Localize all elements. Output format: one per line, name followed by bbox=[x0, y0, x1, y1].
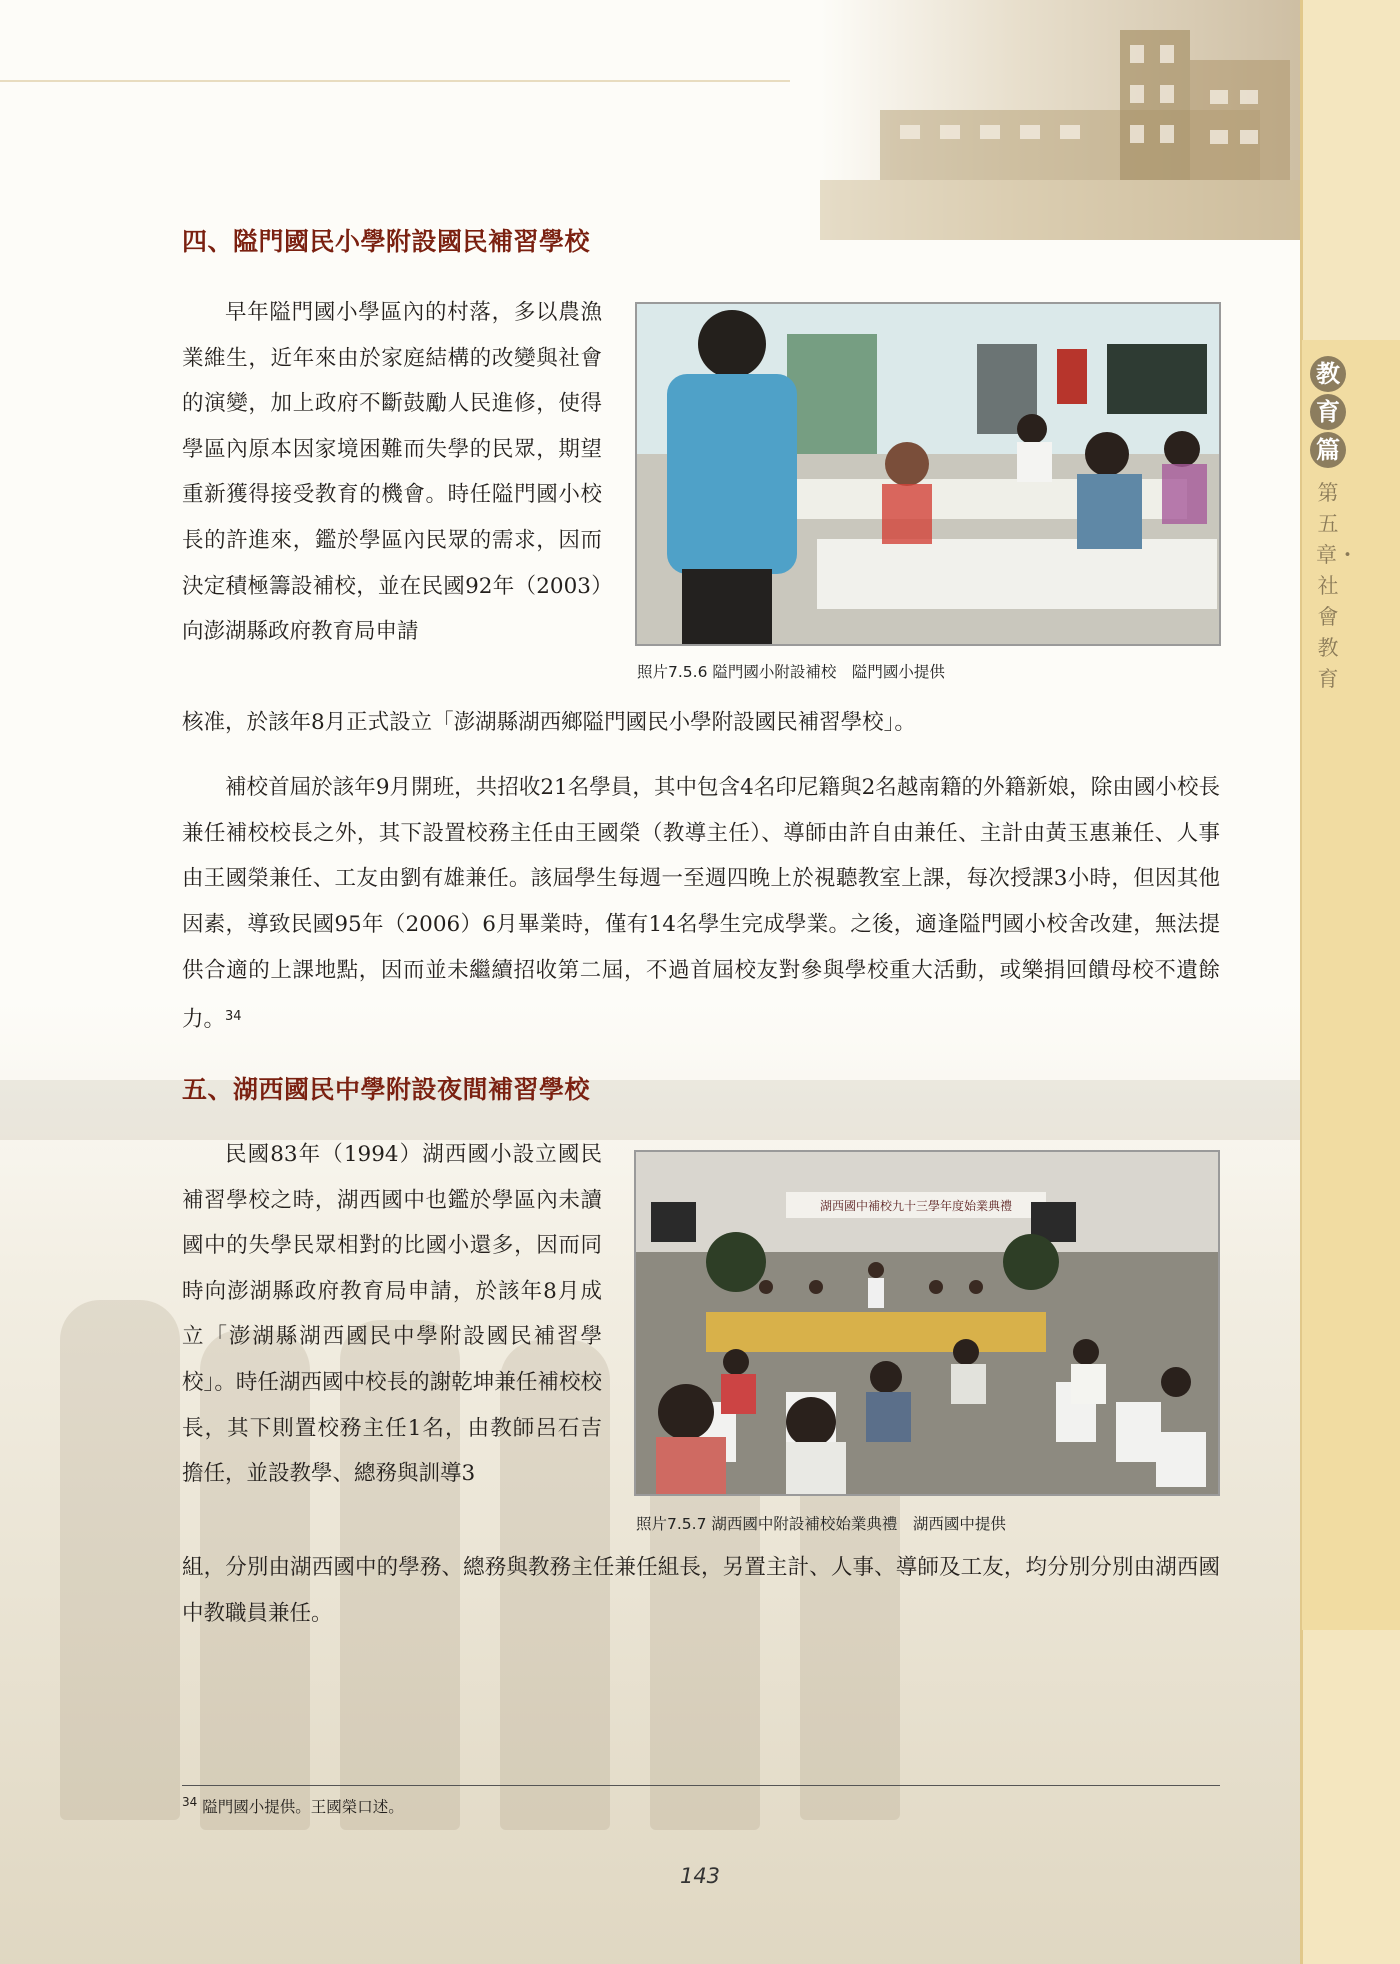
body-paragraph bbox=[182, 765, 1220, 1042]
chapter-circle-char: 育 bbox=[1310, 394, 1346, 430]
chapter-circle-char: 篇 bbox=[1310, 432, 1346, 468]
body-paragraph: 組，分別由湖西國中的學務、總務與教務主任兼任組長，另置主計、人事、導師及工友，均分別分別由湖西國中教職員兼任。 bbox=[182, 1555, 1220, 1626]
photo-caption: 照片7.5.6 隘門國小附設補校 隘門國小提供 bbox=[637, 663, 945, 681]
footnote-text: 隘門國小提供。王國榮口述。 bbox=[202, 1798, 404, 1817]
section-heading: 四、隘門國民小學附設國民補習學校 bbox=[182, 227, 591, 256]
footnote-ref[interactable]: 34 bbox=[225, 1008, 242, 1024]
chapter-circle-char: 教 bbox=[1310, 356, 1346, 392]
body-paragraph: 早年隘門國小學區內的村落，多以農漁業維生，近年來由於家庭結構的改變與社會的演變，加上政府不斷鼓勵人民進修，使得學區內原本因家境困難而失學的民眾，期望重新獲得接受教育的機會。時任隘門國小校長的許進來，鑑於學區內民眾的需求，因而決定積極籌設補校，並在民國92年（2003）向澎湖縣政府教育局申請 bbox=[182, 300, 602, 645]
header-rule bbox=[0, 80, 790, 82]
page-number: 143 bbox=[679, 1864, 721, 1888]
background-figure bbox=[60, 1300, 180, 1820]
section-heading: 五、湖西國民中學附設夜間補習學校 bbox=[182, 1075, 591, 1104]
chapter-title: 第五章・社會教育 bbox=[1316, 481, 1358, 691]
photo-opening-ceremony bbox=[634, 1150, 1220, 1496]
body-text: 補校首屆於該年9月開班，共招收21名學員，其中包含4名印尼籍與2名越南籍的外籍新娘，除由國小校長兼任補校校長之外，其下設置校務主任由王國榮（教導主任）、導師由許自由兼任、主計由黃玉惠兼任、人事由王國榮兼任、工友由劉有雄兼任。該屆學生每週一至週四晚上於視聽教室上課，每次授課3小時，但因其他因素，導致民國95年（2006）6月畢業時，僅有14名學生完成學業。之後，適逢隘門國小校舍改建，無法提供合適的上課地點，因而並未繼續招收第二屆，不過首屆校友對參與學校重大活動，或樂捐回饋母校不遺餘力。 bbox=[182, 775, 1220, 1032]
footnote-divider bbox=[182, 1785, 1220, 1786]
body-paragraph: 民國83年（1994）湖西國小設立國民補習學校之時，湖西國中也鑑於學區內未讀國中的失學民眾相對的比國小還多，因而同時向澎湖縣政府教育局申請，於該年8月成立「澎湖縣湖西國民中學附設國民補習學校」。時任湖西國中校長的謝乾坤兼任補校校長，其下則置校務主任1名，由教師呂石吉擔任，並設教學、總務與訓導3 bbox=[182, 1142, 602, 1487]
body-paragraph: 核准，於該年8月正式設立「澎湖縣湖西鄉隘門國民小學附設國民補習學校」。 bbox=[182, 710, 916, 735]
footnote-number: 34 bbox=[182, 1795, 198, 1809]
footnote bbox=[182, 1795, 404, 1817]
photo-classroom bbox=[635, 302, 1221, 646]
header-school-building-image bbox=[820, 0, 1300, 240]
ceremony-banner: 湖西國中補校九十三學年度始業典禮 bbox=[819, 1199, 1013, 1213]
photo-caption: 照片7.5.7 湖西國中附設補校始業典禮 湖西國中提供 bbox=[636, 1515, 1006, 1533]
